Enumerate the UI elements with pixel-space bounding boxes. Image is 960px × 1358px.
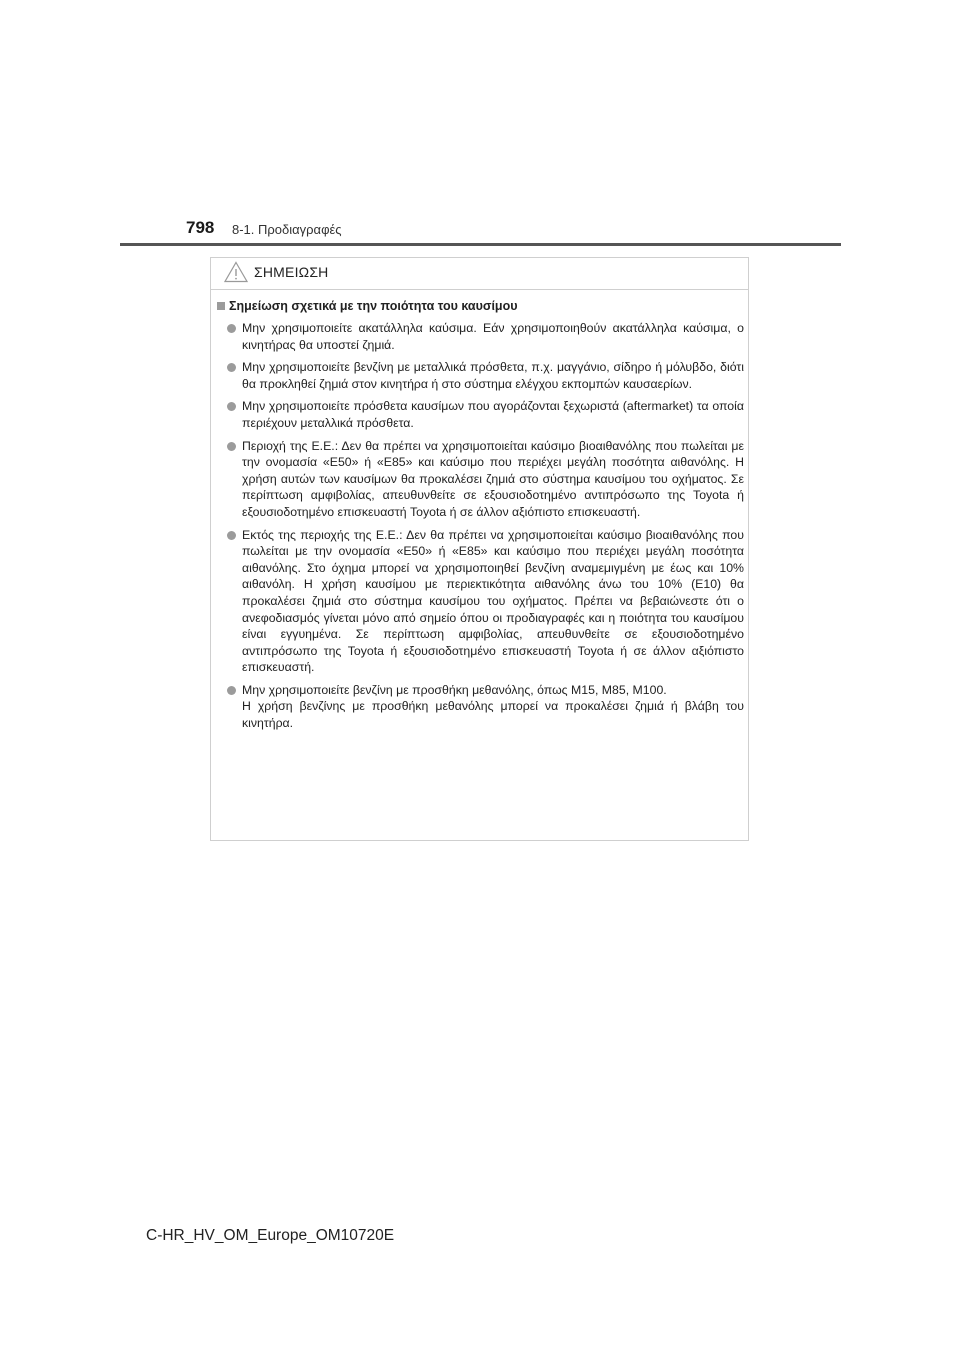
footer-doc-code: C-HR_HV_OM_Europe_OM10720E [146,1227,395,1244]
bullet-text: Μην χρησιμοποιείτε βενζίνη με προσθήκη μεθανόλης, όπως M15, M85, M100. Η χρήση βενζίνης με προσθήκη μεθανόλης μπορεί να προκαλέσει ζημιά ή βλάβη του κινητήρα. [242,682,744,731]
list-item [227,398,744,431]
list-item [227,682,744,732]
bullet-dot-icon [227,442,236,451]
bullet-dot-icon [227,324,236,333]
list-item [227,438,744,521]
list-item [227,320,744,353]
bullet-dot-icon [227,686,236,695]
bullet-text: Περιοχή της Ε.Ε.: Δεν θα πρέπει να χρησιμοποιείται καύσιμο βιοαιθανόλης που πωλείται με την ονομασία «E50» ή «E85» και καύσιμο που περιέχει μεγάλη ποσότητα αιθανόλης. Η χρήση αυτών των καυσίμων θα προκαλέσει ζημιά στο σύστημα καυσίμου του οχήματος. Σε περίπτωση αμφιβολίας, απευθυνθείτε σε εξουσιοδοτημένο αντιπρόσωπο της Toyota ή εξουσιοδοτημένο επισκευαστή Toyota ή σε άλλον αξιόπιστο επισκευαστή. [242,438,744,519]
bullet-text: Μην χρησιμοποιείτε πρόσθετα καυσίμων που αγοράζονται ξεχωριστά (aftermarket) τα οποία περιέχουν μεταλλικά πρόσθετα. [242,399,744,430]
section-title: 8-1. Προδιαγραφές [232,222,342,237]
list-item [227,527,744,676]
list-item [227,359,744,392]
bullet-list [227,320,744,738]
bullet-dot-icon [227,531,236,540]
square-bullet-icon [217,302,225,310]
note-header [211,258,748,290]
warning-triangle-icon [224,261,248,283]
subheading-text: Σημείωση σχετικά με την ποιότητα του καυσίμου [229,299,518,313]
page-number: 798 [186,218,215,237]
note-label: ΣΗΜΕΙΩΣΗ [254,264,329,280]
note-subheading [217,299,745,313]
bullet-text: Εκτός της περιοχής της Ε.Ε.: Δεν θα πρέπει να χρησιμοποιείται καύσιμο βιοαιθανόλης που πωλείται με την ονομασία «E50» ή «E85» και καύσιμο που περιέχει μεγάλη ποσότητα αιθανόλης. Στο όχημα μπορεί να χρησιμοποιηθεί βενζίνη αναμεμιγμένη με έως και 10% αιθανόλη. Η χρήση καυσίμου με περιεκτικότητα αιθανόλης άνω του 10% (E10) θα προκαλέσει ζημιά στο σύστημα καυσίμου του οχήματος. Πρέπει να βεβαιώνεστε ότι ο ανεφοδιασμός γίνεται μόνο από σημείο όπου οι προδιαγραφές και η ποιότητα του καυσίμου είναι εγγυημένα. Σε περίπτωση αμφιβολίας, απευθυνθείτε σε εξουσιοδοτημένο αντιπρόσωπο της Toyota ή εξουσιοδοτημένο επισκευαστή Toyota ή σε άλλον αξιόπιστο επισκευαστή. [242,527,744,675]
note-box [210,257,749,841]
bullet-text: Μην χρησιμοποιείτε ακατάλληλα καύσιμα. Εάν χρησιμοποιηθούν ακατάλληλα καύσιμα, ο κινητήρας θα υποστεί ζημιά. [242,321,744,352]
header-rule [120,243,841,246]
bullet-dot-icon [227,402,236,411]
bullet-text: Μην χρησιμοποιείτε βενζίνη με μεταλλικά πρόσθετα, π.χ. μαγγάνιο, σίδηρο ή μόλυβδο, διότι θα προκληθεί ζημιά στον κινητήρα ή στο σύστημα ελέγχου εκπομπών καυσαερίων. [242,360,744,391]
bullet-dot-icon [227,363,236,372]
